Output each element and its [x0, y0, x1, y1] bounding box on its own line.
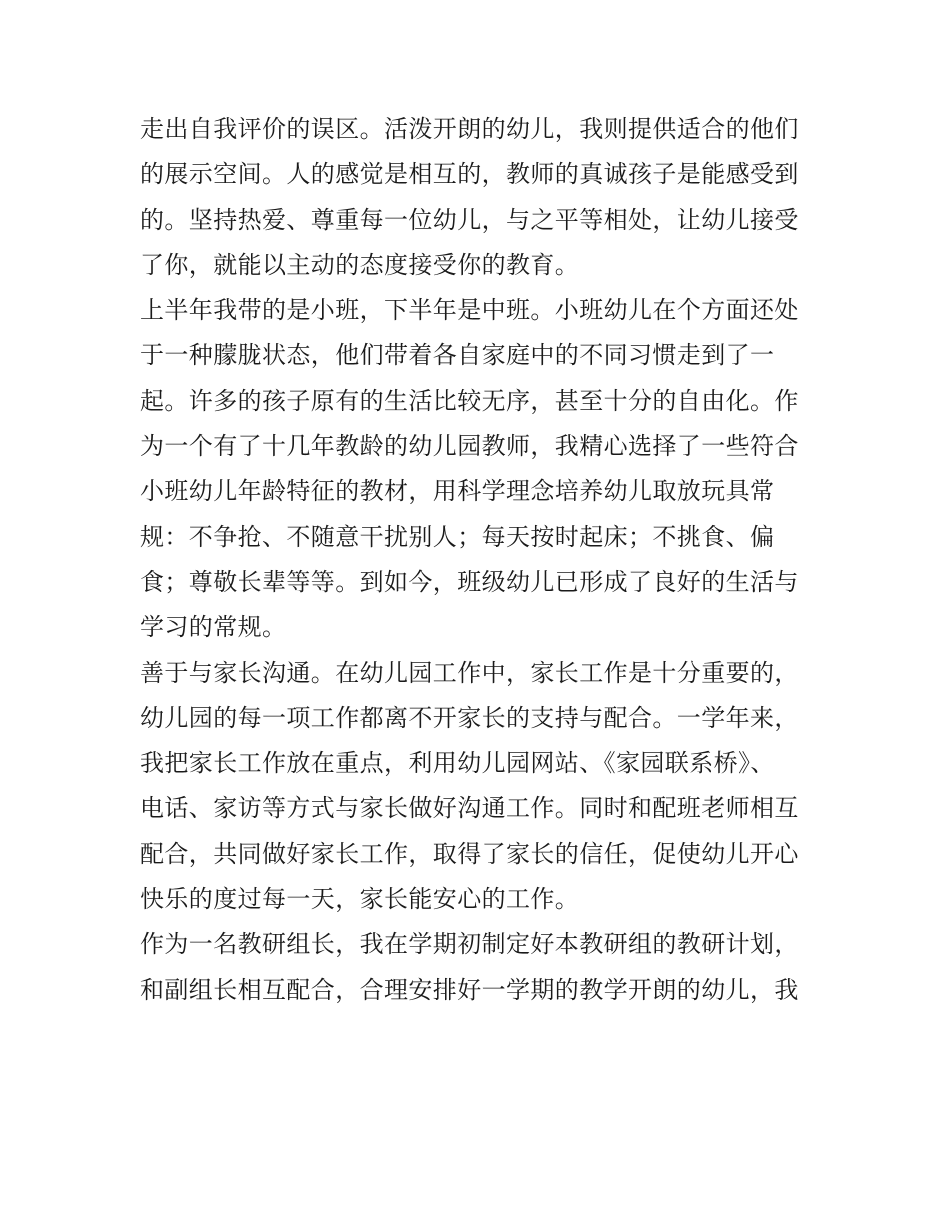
text-line: 电话、家访等方式与家长做好沟通工作。同时和配班老师相互	[140, 794, 799, 823]
text-line: 和副组长相互配合，合理安排好一学期的教学开朗的幼儿，我	[140, 975, 799, 1004]
text-line: 食；尊敬长辈等等。到如今，班级幼儿已形成了良好的生活与	[140, 567, 799, 596]
text-line: 学习的常规。	[140, 613, 287, 642]
text-line: 走出自我评价的误区。活泼开朗的幼儿，我则提供适合的他们	[140, 115, 799, 143]
text-line: 规：不争抢、不随意干扰别人；每天按时起床；不挑食、偏	[140, 522, 775, 551]
text-line: 为一个有了十几年教龄的幼儿园教师，我精心选择了一些符合	[140, 432, 799, 461]
text-line: 我把家长工作放在重点，利用幼儿园网站、《家园联系桥》、	[140, 749, 775, 778]
text-line: 于一种朦胧状态，他们带着各自家庭中的不同习惯走到了一	[140, 341, 775, 370]
text-line: 了你，就能以主动的态度接受你的教育。	[140, 250, 580, 279]
text-line: 善于与家长沟通。在幼儿园工作中，家长工作是十分重要的，	[140, 658, 799, 687]
text-line: 作为一名教研组长，我在学期初制定好本教研组的教研计划，	[140, 930, 799, 959]
text-line: 小班幼儿年龄特征的教材，用科学理念培养幼儿取放玩具常	[140, 477, 775, 506]
text-line: 幼儿园的每一项工作都离不开家长的支持与配合。一学年来，	[140, 703, 799, 732]
text-line: 起。许多的孩子原有的生活比较无序，甚至十分的自由化。作	[140, 386, 799, 415]
text-line: 的展示空间。人的感觉是相互的，教师的真诚孩子是能感受到	[140, 160, 799, 189]
text-line: 的。坚持热爱、尊重每一位幼儿，与之平等相处，让幼儿接受	[140, 205, 799, 234]
document-body	[140, 107, 820, 1013]
text-line: 快乐的度过每一天，家长能安心的工作。	[140, 885, 580, 914]
text-line: 上半年我带的是小班，下半年是中班。小班幼儿在个方面还处	[140, 296, 799, 325]
text-line: 配合，共同做好家长工作，取得了家长的信任，促使幼儿开心	[140, 839, 799, 868]
